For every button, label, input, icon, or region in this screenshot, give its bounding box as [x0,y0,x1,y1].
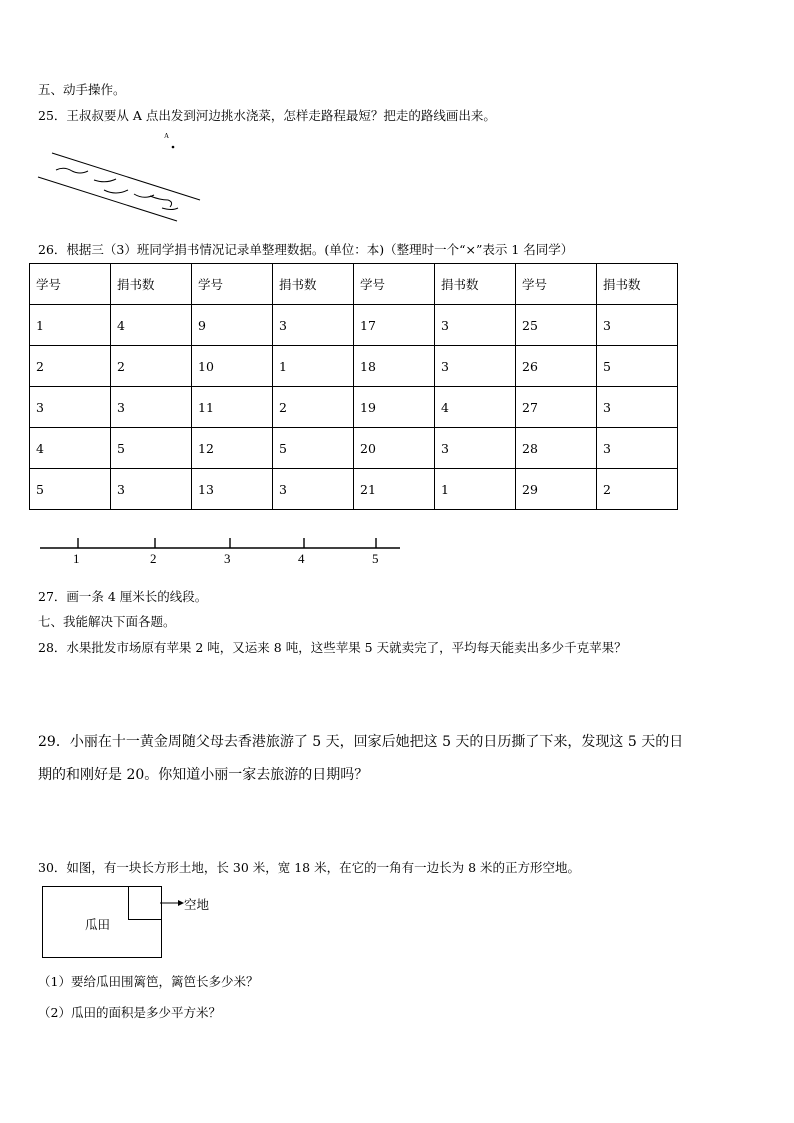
table-row [30,346,678,387]
question-28: 28．水果批发市场原有苹果 2 吨，又运来 8 吨，这些苹果 5 天就卖完了，平均每天能卖出多少千克苹果？ [38,640,627,655]
table-cell: 5 [597,346,678,387]
table-cell: 12 [192,428,273,469]
table-cell: 5 [30,469,111,510]
table-cell: 2 [30,346,111,387]
question-29-line-1: 29．小丽在十一黄金周随父母去香港旅游了 5 天，回家后她把这 5 天的日历撕了下来，发现这 5 天的日 [38,734,684,750]
table-row [30,469,678,510]
table-cell: 3 [597,387,678,428]
table-cell: 11 [192,387,273,428]
table-cell: 5 [111,428,192,469]
section-title-5: 五、动手操作。 [38,82,126,97]
header-cell: 捐书数 [273,264,354,305]
table-cell: 3 [111,387,192,428]
vacant-square [128,886,162,920]
table-header-row [30,264,678,305]
question-29-line-2: 期的和刚好是 20。你知道小丽一家去旅游的日期吗？ [38,767,369,783]
table-row [30,428,678,469]
tick-label-4: 4 [298,551,305,566]
table-cell: 17 [354,305,435,346]
header-cell: 学号 [192,264,273,305]
header-cell: 捐书数 [111,264,192,305]
table-cell: 3 [597,305,678,346]
table-cell: 2 [111,346,192,387]
table-cell: 3 [435,346,516,387]
table-cell: 27 [516,387,597,428]
table-cell: 28 [516,428,597,469]
question-30-sub-2: （2）瓜田的面积是多少平方米？ [38,1005,221,1020]
table-cell: 18 [354,346,435,387]
question-27: 27．画一条 4 厘米长的线段。 [38,589,208,604]
field-label: 瓜田 [85,917,111,932]
table-cell: 10 [192,346,273,387]
header-cell: 学号 [30,264,111,305]
tick-label-1: 1 [73,551,80,566]
table-row [30,305,678,346]
header-cell: 捐书数 [435,264,516,305]
tick-label-2: 2 [150,551,157,566]
river-figure [34,128,214,223]
question-30: 30．如图，有一块长方形土地，长 30 米，宽 18 米，在它的一角有一边长为 8 米的正方形空地。 [38,860,581,875]
header-cell: 学号 [516,264,597,305]
header-cell: 学号 [354,264,435,305]
table-cell: 19 [354,387,435,428]
table-cell: 3 [273,469,354,510]
table-cell: 4 [435,387,516,428]
table-cell: 20 [354,428,435,469]
table-row [30,387,678,428]
question-26: 26．根据三（3）班同学捐书情况记录单整理数据。(单位：本)（整理时一个“×”表示 1 名同学） [38,242,574,257]
question-25: 25．王叔叔要从 A 点出发到河边挑水浇菜，怎样走路程最短？把走的路线画出来。 [38,108,496,123]
table-cell: 3 [435,428,516,469]
question-30-sub-1: （1）要给瓜田围篱笆，篱笆长多少米？ [38,974,259,989]
table-cell: 3 [30,387,111,428]
melon-field-figure [42,886,162,958]
table-cell: 3 [111,469,192,510]
vacant-label: 空地 [184,897,210,912]
tick-label-5: 5 [372,551,379,566]
section-title-7: 七、我能解决下面各题。 [38,614,176,629]
table-cell: 1 [30,305,111,346]
tick-label-3: 3 [224,551,231,566]
header-cell: 捐书数 [597,264,678,305]
arrow-icon [160,896,184,910]
donation-table [29,263,678,510]
table-cell: 2 [273,387,354,428]
table-cell: 9 [192,305,273,346]
table-cell: 13 [192,469,273,510]
point-a-dot [172,146,175,149]
table-cell: 1 [435,469,516,510]
table-cell: 2 [597,469,678,510]
table-cell: 21 [354,469,435,510]
table-cell: 4 [111,305,192,346]
point-a-label: A [164,132,170,140]
table-cell: 1 [273,346,354,387]
table-cell: 5 [273,428,354,469]
table-cell: 3 [273,305,354,346]
table-cell: 26 [516,346,597,387]
table-cell: 3 [597,428,678,469]
table-cell: 25 [516,305,597,346]
table-cell: 4 [30,428,111,469]
number-line [36,532,406,574]
table-cell: 3 [435,305,516,346]
table-cell: 29 [516,469,597,510]
